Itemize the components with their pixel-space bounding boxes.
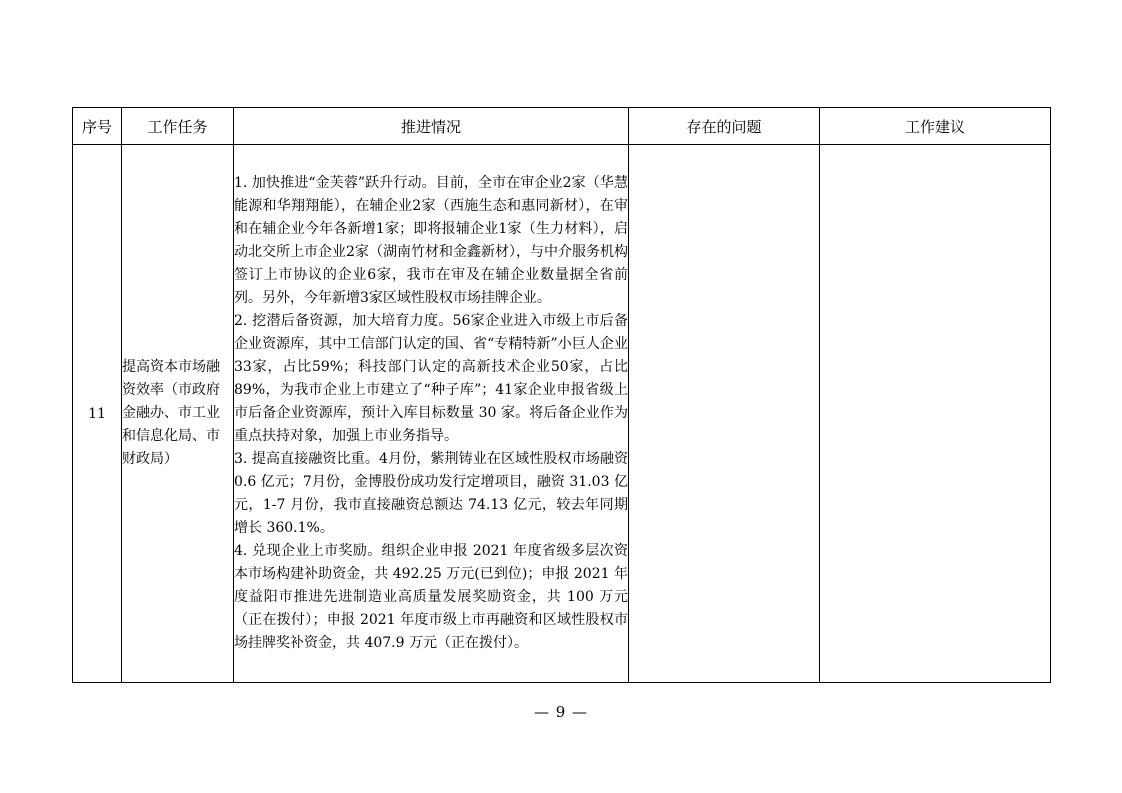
header-suggestions: 工作建议	[820, 108, 1051, 145]
table-row	[73, 145, 1051, 683]
progress-item-2: 2. 挖潜后备资源，加大培育力度。56家企业进入市级上市后备企业资源库，其中工信部门认定的国、省“专精特新”小巨人企业33家，占比59%；科技部门认定的高新技术企业50家，占比89%，为我市企业上市建立了“种子库”；41家企业申报省级上市后备企业资源库，预计入库目标数量 30 家。将后备企业作为重点扶持对象，加强上市业务指导。	[234, 313, 628, 444]
row-task: 提高资本市场融资效率（市政府金融办、市工业和信息化局、市财政局）	[122, 145, 234, 683]
header-issues: 存在的问题	[629, 108, 820, 145]
table-header	[73, 108, 1051, 145]
progress-item-3: 3. 提高直接融资比重。4月份，紫荆铸业在区域性股权市场融资 0.6 亿元；7月份，金博股份成功发行定增项目，融资 31.03 亿元，1-7 月份，我市直接融资总额达 74.13 亿元，较去年同期增长 360.1%。	[234, 451, 628, 536]
progress-item-4: 4. 兑现企业上市奖励。组织企业申报 2021 年度省级多层次资本市场构建补助资金，共 492.25 万元(已到位)；申报 2021 年度益阳市推进先进制造业高质量发展奖励资金，共 100 万元（正在拨付）；申报 2021 年度市级上市再融资和区域性股权市场挂牌奖补资金，共 407.9 万元（正在拨付）。	[234, 543, 628, 651]
header-index: 序号	[73, 108, 122, 145]
table-body	[73, 145, 1051, 683]
row-progress	[234, 145, 629, 683]
header-task: 工作任务	[122, 108, 234, 145]
header-progress: 推进情况	[234, 108, 629, 145]
row-index: 11	[73, 145, 122, 683]
header-row	[73, 108, 1051, 145]
page-number: — 9 —	[533, 703, 589, 721]
row-issues	[629, 145, 820, 683]
progress-item-1: 1. 加快推进“金芙蓉”跃升行动。目前，全市在审企业2家（华慧能源和华翔翔能），在辅企业2家（西施生态和惠同新材），在审和在辅企业今年各新增1家；即将报辅企业1家（生力材料），启动北交所上市企业2家（湖南竹材和金鑫新材），与中介服务机构签订上市协议的企业6家，我市在审及在辅企业数量据全省前列。另外，今年新增3家区域性股权市场挂牌企业。	[234, 175, 628, 306]
row-suggestions	[820, 145, 1051, 683]
work-progress-table	[72, 107, 1051, 683]
